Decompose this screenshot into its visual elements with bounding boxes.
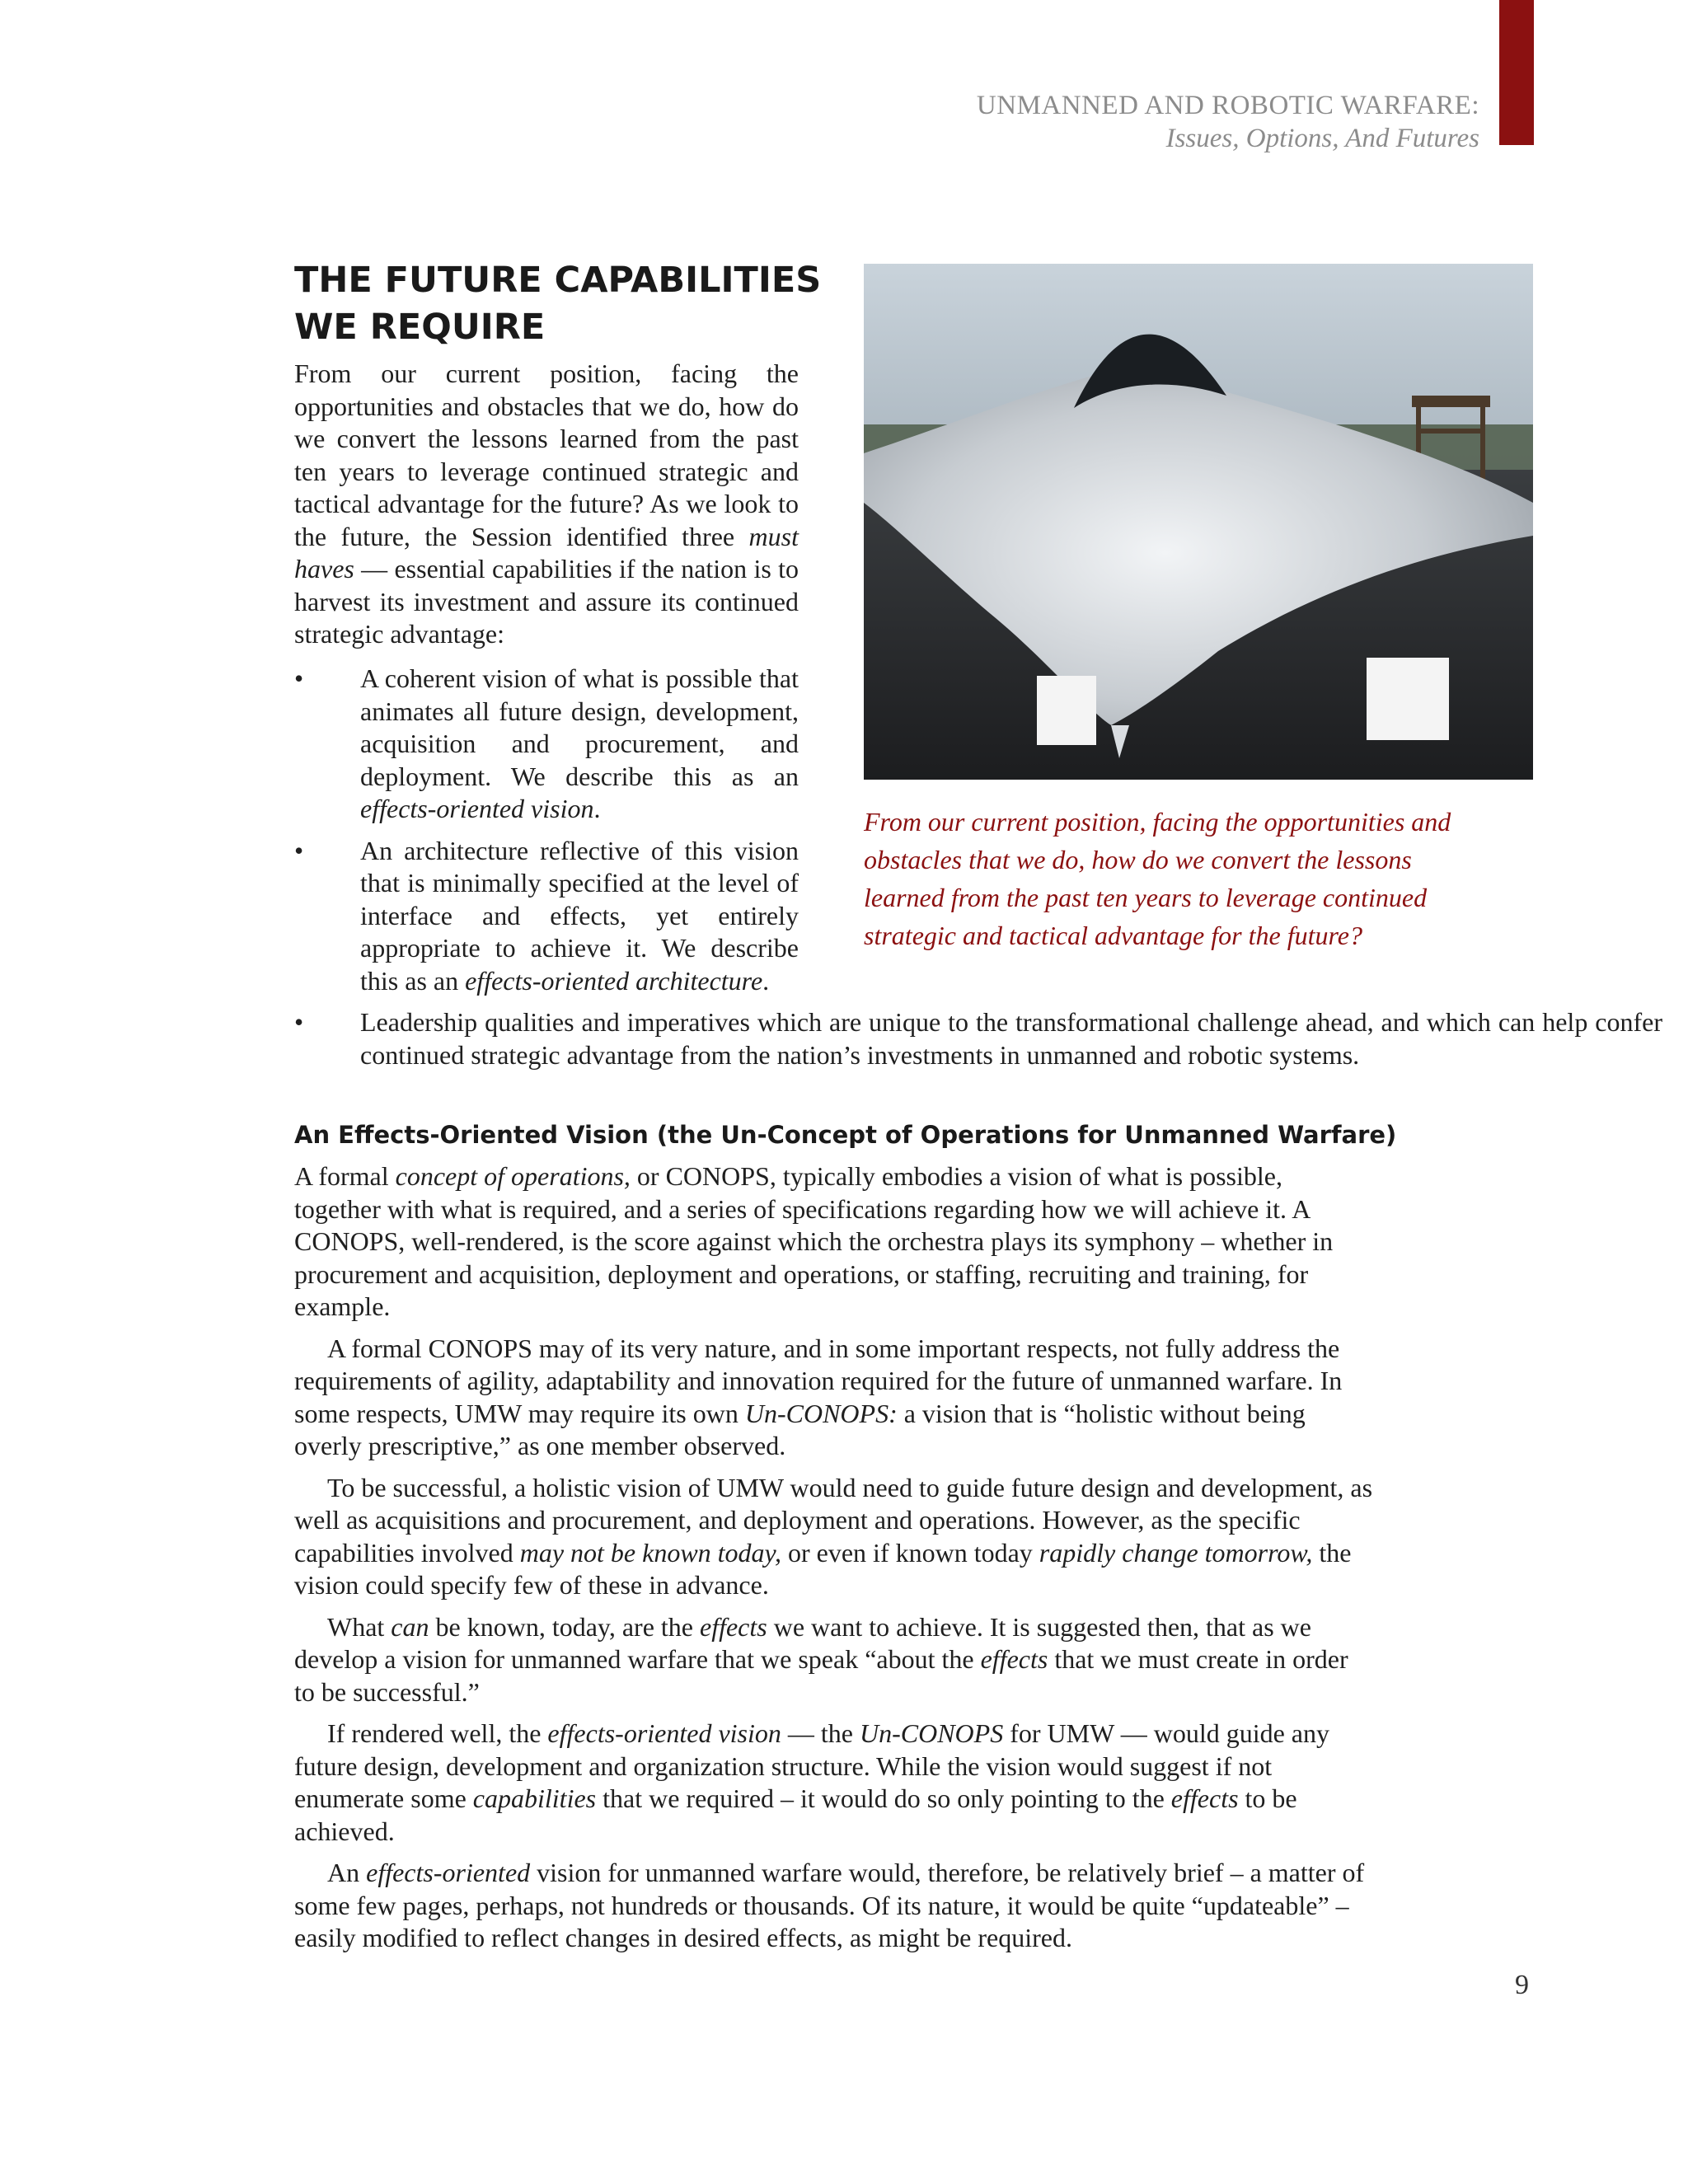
intro-emphasis: must haves [294,521,799,583]
body-paragraph-1: A formal concept of operations, or CONOPS, typically embodies a vision of what is possible, together with what is required, and a series of specifications regarding how we will achieve it. A CONOPS, well-rendered, is the score against which the orchestra plays its symphony – whether in procurement and acquisition, deployment and operations, or staffing, recruiting and training, for example. [294,1161,1334,1321]
intro-text-2: — essential capabilities if the nation is to harvest its investment and assure its continued strategic advantage: [294,554,799,649]
intro-paragraph [294,358,799,651]
body-paragraph-2: A formal CONOPS may of its very nature, and in some important respects, not fully address the requirements of agility, adaptability and innovation required for the future of unmanned warfare. In some respects, UMW may require its own Un-CONOPS: a vision that is “holistic without being overly prescriptive,” as one member observed. [294,1333,1343,1460]
section-title-line-1: THE FUTURE CAPABILITIES [294,260,822,301]
capability-item-vision: • A coherent vision of what is possible that animates all future design, development, acquisition and procurement, and deployment. We describe this as an effects-oriented vision. [294,663,799,826]
header-accent-bar [1499,0,1534,145]
body-text [294,1160,1374,1964]
subsection-heading: An Effects-Oriented Vision (the Un-Concept of Operations for Unmanned Warfare) [294,1121,1397,1149]
body-paragraph-6: An effects-oriented vision for unmanned warfare would, therefore, be relatively brief – a matter of some few pages, perhaps, not hundreds or thousands. Of its nature, it would be quite “updateable” – easily modified to reflect changes in desired effects, as might be required. [294,1858,1365,1952]
capability-item-architecture: • An architecture reflective of this vision that is minimally specified at the level of interface and effects, yet entirely appropriate to achieve it. We describe this as an effects-oriented architecture. [294,835,799,998]
intro-text-1: From our current position, facing the opportunities and obstacles that we do, how do we convert the lessons learned from the past ten years to leverage continued strategic and tactical advantage for the future? As we look to the future, the Session identified three [294,359,799,551]
photo-caption: From our current position, facing the opportunities and obstacles that we do, how do we convert the lessons learned from the past ten years to leverage continued strategic and tactical advantage for the future? [864,807,1451,950]
body-paragraph-5: If rendered well, the effects-oriented vision — the Un-CONOPS for UMW — would guide any future design, development and organization structure. While the vision would suggest if not enumerate some capabilities that we required – it would do so only pointing to the effects to be achieved. [294,1718,1329,1846]
section-title-line-2: WE REQUIRE [294,307,546,348]
body-paragraph-3: To be successful, a holistic vision of UMW would need to guide future design and development, as well as acquisitions and procurement, and deployment and operations. However, as the specific capabilities involved may not be known today, or even if known today rapidly change tomorrow, the vision could specify few of these in advance. [294,1472,1373,1600]
drone-photo [864,264,1533,780]
capability-item-leadership: • Leadership qualities and imperatives which are unique to the transformational challenge ahead, and which can help confer continued strategic advantage from the nation’s investments in unmanned and robotic systems. [294,1006,1662,1071]
running-header [977,89,1479,155]
page-number: 9 [1515,1970,1529,2000]
body-paragraph-4: What can be known, today, are the effects we want to achieve. It is suggested then, that as we develop a vision for unmanned warfare that we speak “about the effects that we must create in order to be successful.” [294,1611,1348,1707]
section-title [294,257,822,351]
running-header-title: UNMANNED AND ROBOTIC WARFARE: [976,91,1479,120]
running-header-subtitle: Issues, Options, And Futures [1165,124,1479,153]
drone-illustration [864,264,1533,780]
